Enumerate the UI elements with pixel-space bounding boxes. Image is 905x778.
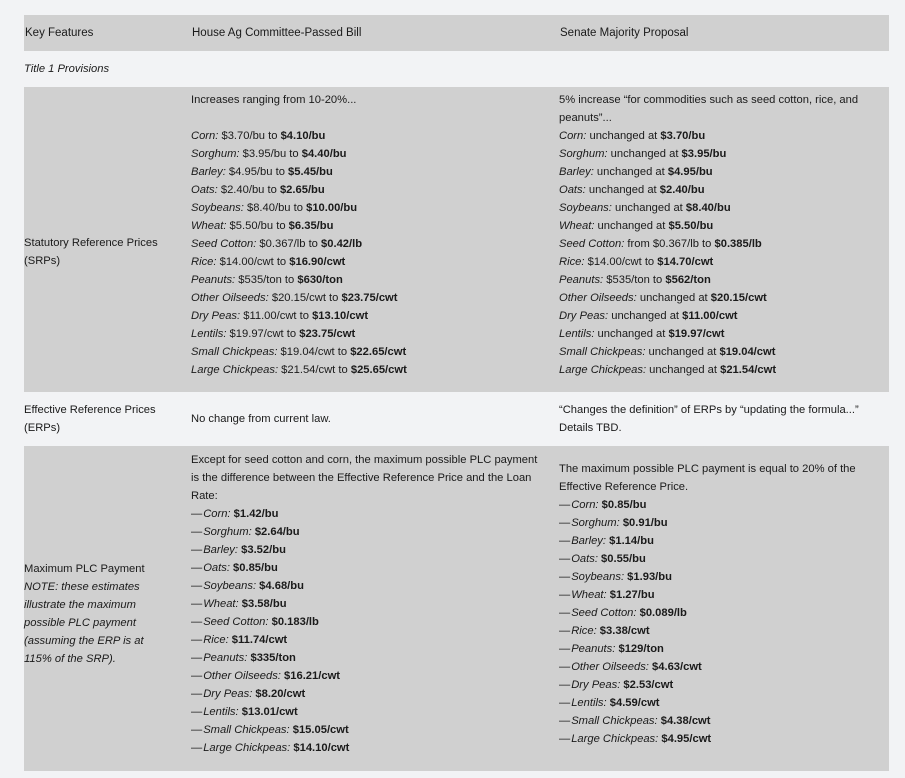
dash-icon: — (191, 562, 203, 574)
crop-name: Seed Cotton: (191, 238, 257, 250)
header-house-bill: House Ag Committee-Passed Bill (192, 27, 362, 39)
list-item: Large Chickpeas: $21.54/cwt to $25.65/cwt (191, 364, 407, 376)
list-item: Lentils: $19.97/cwt to $23.75/cwt (191, 328, 356, 340)
price-value: $19.04/cwt (719, 346, 776, 358)
list-item (191, 739, 559, 757)
crop-name: Rice: (559, 256, 585, 268)
list-item (191, 613, 559, 631)
crop-name: Large Chickpeas: (191, 364, 279, 376)
crop-name: Rice: (191, 256, 217, 268)
crop-name: Wheat: (559, 220, 595, 232)
crop-name: Small Chickpeas: (191, 346, 278, 358)
list-item: Soybeans: unchanged at $8.40/bu (559, 202, 731, 214)
crop-name: Other Oilseeds: (203, 670, 281, 682)
crop-name: Peanuts: (571, 643, 616, 655)
crop-name: Dry Peas: (203, 688, 253, 700)
payment-value: $16.21/cwt (284, 670, 341, 682)
erp-senate: “Changes the definition” of ERPs by “updating the formula...” Details TBD. (559, 404, 859, 434)
list-item: Rice: $14.00/cwt to $14.70/cwt (559, 256, 714, 268)
list-item (559, 514, 889, 532)
price-value: $14.70/cwt (657, 256, 714, 268)
list-item: Peanuts: $535/ton to $630/ton (191, 274, 343, 286)
crop-name: Wheat: (571, 589, 607, 601)
table-header (24, 15, 889, 51)
list-item (191, 577, 559, 595)
srp-label: Statutory Reference Prices (SRPs) (24, 236, 158, 267)
plc-house-cell (191, 446, 559, 771)
dash-icon: — (559, 553, 571, 565)
crop-name: Soybeans: (203, 580, 257, 592)
list-item: Wheat: $5.50/bu to $6.35/bu (191, 220, 334, 232)
dash-icon: — (191, 526, 203, 538)
crop-name: Dry Peas: (559, 310, 609, 322)
crop-name: Barley: (571, 535, 607, 547)
crop-name: Sorghum: (191, 148, 240, 160)
list-item (191, 595, 559, 613)
list-item (191, 631, 559, 649)
list-item: Large Chickpeas: unchanged at $21.54/cwt (559, 364, 777, 376)
list-item: Rice: $14.00/cwt to $16.90/cwt (191, 256, 346, 268)
price-value: $0.42/lb (321, 238, 363, 250)
crop-name: Rice: (203, 634, 229, 646)
dash-icon: — (559, 517, 571, 529)
crop-name: Small Chickpeas: (559, 346, 646, 358)
price-value: $4.95/bu (667, 166, 713, 178)
crop-name: Barley: (203, 544, 239, 556)
payment-value: $8.20/cwt (255, 688, 306, 700)
crop-name: Seed Cotton: (559, 238, 625, 250)
comparison-table (24, 15, 889, 771)
crop-name: Oats: (559, 184, 586, 196)
payment-value: $15.05/cwt (292, 724, 349, 736)
srp-senate-list (559, 127, 889, 379)
price-value: $4.10/bu (280, 130, 326, 142)
list-item (191, 703, 559, 721)
payment-value: $11.74/cwt (231, 634, 288, 646)
list-item (559, 604, 889, 622)
payment-value: $0.85/bu (233, 562, 278, 574)
srp-house-cell (191, 87, 559, 392)
list-item: Dry Peas: $11.00/cwt to $13.10/cwt (191, 310, 369, 322)
table-row-srp (24, 87, 889, 392)
crop-name: Other Oilseeds: (191, 292, 269, 304)
payment-value: $2.64/bu (254, 526, 300, 538)
crop-name: Other Oilseeds: (559, 292, 637, 304)
payment-value: $129/ton (618, 643, 664, 655)
list-item: Small Chickpeas: unchanged at $19.04/cwt (559, 346, 776, 358)
list-item (191, 685, 559, 703)
payment-value: $335/ton (250, 652, 296, 664)
price-value: $10.00/bu (306, 202, 358, 214)
price-value: $4.40/bu (301, 148, 347, 160)
dash-icon: — (559, 499, 571, 511)
dash-icon: — (559, 715, 571, 727)
payment-value: $1.42/bu (233, 508, 279, 520)
price-value: $6.35/bu (288, 220, 334, 232)
list-item: Corn: unchanged at $3.70/bu (559, 130, 706, 142)
list-item (191, 523, 559, 541)
table-row-plc (24, 446, 889, 771)
plc-house-list (191, 505, 559, 757)
price-value: $2.40/bu (659, 184, 705, 196)
payment-value: $1.14/bu (609, 535, 654, 547)
dash-icon: — (191, 742, 203, 754)
list-item: Corn: $3.70/bu to $4.10/bu (191, 130, 326, 142)
plc-senate-list (559, 496, 889, 748)
price-value: $19.97/cwt (668, 328, 725, 340)
crop-name: Peanuts: (203, 652, 248, 664)
list-item (191, 649, 559, 667)
plc-label-main: Maximum PLC Payment (24, 562, 145, 575)
payment-value: $4.59/cwt (609, 697, 660, 709)
plc-label-cell (24, 446, 191, 771)
list-item: Oats: unchanged at $2.40/bu (559, 184, 705, 196)
price-value: $5.50/bu (668, 220, 714, 232)
price-value: $5.45/bu (288, 166, 333, 178)
payment-value: $0.089/lb (639, 607, 687, 619)
payment-value: $1.27/bu (609, 589, 655, 601)
payment-value: $0.85/bu (601, 499, 647, 511)
crop-name: Sorghum: (571, 517, 620, 529)
crop-name: Dry Peas: (571, 679, 621, 691)
crop-name: Barley: (559, 166, 594, 178)
list-item (559, 586, 889, 604)
erp-house: No change from current law. (191, 413, 331, 425)
dash-icon: — (191, 706, 203, 718)
srp-senate-intro-1: 5% increase “for commodities such as seed cotton, rice, and (559, 94, 859, 106)
crop-name: Large Chickpeas: (559, 364, 647, 376)
price-value: $23.75/cwt (341, 292, 398, 304)
list-item (191, 721, 559, 739)
crop-name: Oats: (191, 184, 218, 196)
price-value: $630/ton (297, 274, 343, 286)
price-value: $0.385/lb (714, 238, 762, 250)
plc-senate-intro: The maximum possible PLC payment is equal to 20% of the Effective Reference Price. (559, 463, 856, 493)
price-value: $3.95/bu (681, 148, 727, 160)
list-item: Other Oilseeds: $20.15/cwt to $23.75/cwt (191, 292, 398, 304)
payment-value: $4.95/cwt (661, 733, 712, 745)
srp-senate-cell (559, 87, 889, 392)
list-item (559, 658, 889, 676)
price-value: $23.75/cwt (299, 328, 356, 340)
crop-name: Corn: (203, 508, 231, 520)
dash-icon: — (191, 508, 203, 520)
payment-value: $0.91/bu (622, 517, 668, 529)
dash-icon: — (191, 634, 203, 646)
crop-name: Small Chickpeas: (571, 715, 658, 727)
list-item (559, 676, 889, 694)
price-value: $562/ton (665, 274, 711, 286)
dash-icon: — (559, 571, 571, 583)
list-item: Sorghum: unchanged at $3.95/bu (559, 148, 727, 160)
list-item: Seed Cotton: $0.367/lb to $0.42/lb (191, 238, 363, 250)
srp-house-list (191, 127, 559, 379)
list-item (191, 505, 559, 523)
plc-senate-cell (559, 446, 889, 771)
payment-value: $4.38/cwt (660, 715, 711, 727)
payment-value: $0.55/bu (601, 553, 646, 565)
list-item: Other Oilseeds: unchanged at $20.15/cwt (559, 292, 767, 304)
dash-icon: — (559, 589, 571, 601)
dash-icon: — (559, 607, 571, 619)
dash-icon: — (559, 697, 571, 709)
payment-value: $1.93/bu (627, 571, 672, 583)
dash-icon: — (559, 661, 571, 673)
list-item (559, 622, 889, 640)
section-row (24, 51, 889, 87)
crop-name: Lentils: (203, 706, 239, 718)
crop-name: Rice: (571, 625, 597, 637)
price-value: $2.65/bu (279, 184, 325, 196)
crop-name: Corn: (191, 130, 219, 142)
dash-icon: — (191, 544, 203, 556)
list-item (559, 730, 889, 748)
payment-value: $0.183/lb (271, 616, 319, 628)
crop-name: Sorghum: (559, 148, 608, 160)
crop-name: Soybeans: (559, 202, 612, 214)
price-value: $11.00/cwt (682, 310, 738, 322)
price-value: $3.70/bu (660, 130, 706, 142)
dash-icon: — (191, 616, 203, 628)
crop-name: Lentils: (191, 328, 227, 340)
crop-name: Corn: (559, 130, 587, 142)
payment-value: $4.63/cwt (652, 661, 702, 673)
list-item (559, 568, 889, 586)
dash-icon: — (191, 580, 203, 592)
dash-icon: — (559, 643, 571, 655)
dash-icon: — (559, 679, 571, 691)
crop-name: Wheat: (191, 220, 227, 232)
list-item: Oats: $2.40/bu to $2.65/bu (191, 184, 325, 196)
price-value: $22.65/cwt (350, 346, 407, 358)
crop-name: Wheat: (203, 598, 239, 610)
list-item (559, 694, 889, 712)
list-item (559, 532, 889, 550)
list-item: Dry Peas: unchanged at $11.00/cwt (559, 310, 738, 322)
crop-name: Oats: (571, 553, 598, 565)
crop-name: Other Oilseeds: (571, 661, 649, 673)
crop-name: Peanuts: (559, 274, 604, 286)
crop-name: Lentils: (559, 328, 595, 340)
crop-name: Large Chickpeas: (571, 733, 659, 745)
srp-house-intro: Increases ranging from 10-20%... (191, 94, 357, 106)
crop-name: Corn: (571, 499, 599, 511)
list-item: Sorghum: $3.95/bu to $4.40/bu (191, 148, 347, 160)
crop-name: Soybeans: (191, 202, 244, 214)
crop-name: Seed Cotton: (203, 616, 269, 628)
dash-icon: — (559, 733, 571, 745)
list-item: Barley: unchanged at $4.95/bu (559, 166, 713, 178)
dash-icon: — (191, 670, 203, 682)
srp-senate-intro-2: peanuts”... (559, 112, 612, 124)
list-item (559, 640, 889, 658)
list-item: Wheat: unchanged at $5.50/bu (559, 220, 714, 232)
payment-value: $3.58/bu (241, 598, 287, 610)
dash-icon: — (191, 652, 203, 664)
crop-name: Small Chickpeas: (203, 724, 290, 736)
payment-value: $3.52/bu (241, 544, 286, 556)
list-item (559, 550, 889, 568)
erp-label: Effective Reference Prices (ERPs) (24, 404, 156, 434)
crop-name: Soybeans: (571, 571, 625, 583)
dash-icon: — (559, 625, 571, 637)
dash-icon: — (191, 598, 203, 610)
list-item (559, 712, 889, 730)
price-value: $8.40/bu (685, 202, 731, 214)
plc-label-note: NOTE: these estimates illustrate the maximum possible PLC payment (assuming the ERP is at 115% of the SRP). (24, 580, 144, 665)
plc-house-intro: Except for seed cotton and corn, the maximum possible PLC payment is the difference between the Effective Reference Price and the Loan Rate: (191, 454, 538, 502)
payment-value: $2.53/cwt (623, 679, 674, 691)
price-value: $16.90/cwt (289, 256, 346, 268)
list-item (559, 496, 889, 514)
list-item: Barley: $4.95/bu to $5.45/bu (191, 166, 333, 178)
list-item: Soybeans: $8.40/bu to $10.00/bu (191, 202, 358, 214)
dash-icon: — (559, 535, 571, 547)
dash-icon: — (191, 724, 203, 736)
crop-name: Seed Cotton: (571, 607, 637, 619)
crop-name: Oats: (203, 562, 230, 574)
price-value: $21.54/cwt (720, 364, 777, 376)
payment-value: $14.10/cwt (293, 742, 350, 754)
payment-value: $13.01/cwt (241, 706, 298, 718)
crop-name: Lentils: (571, 697, 607, 709)
dash-icon: — (191, 688, 203, 700)
list-item: Seed Cotton: from $0.367/lb to $0.385/lb (559, 238, 762, 250)
price-value: $13.10/cwt (312, 310, 369, 322)
spacer (191, 109, 559, 127)
price-value: $20.15/cwt (710, 292, 767, 304)
crop-name: Peanuts: (191, 274, 236, 286)
list-item: Small Chickpeas: $19.04/cwt to $22.65/cwt (191, 346, 407, 358)
list-item (191, 541, 559, 559)
section-title: Title 1 Provisions (24, 63, 110, 75)
table-row-erp (24, 392, 889, 446)
crop-name: Large Chickpeas: (203, 742, 291, 754)
price-value: $25.65/cwt (350, 364, 407, 376)
payment-value: $4.68/bu (259, 580, 304, 592)
header-key-features: Key Features (25, 27, 94, 39)
crop-name: Sorghum: (203, 526, 252, 538)
crop-name: Barley: (191, 166, 226, 178)
list-item (191, 667, 559, 685)
crop-name: Dry Peas: (191, 310, 241, 322)
payment-value: $3.38/cwt (599, 625, 650, 637)
list-item (191, 559, 559, 577)
list-item: Lentils: unchanged at $19.97/cwt (559, 328, 725, 340)
list-item: Peanuts: $535/ton to $562/ton (559, 274, 711, 286)
header-senate-proposal: Senate Majority Proposal (560, 27, 689, 39)
